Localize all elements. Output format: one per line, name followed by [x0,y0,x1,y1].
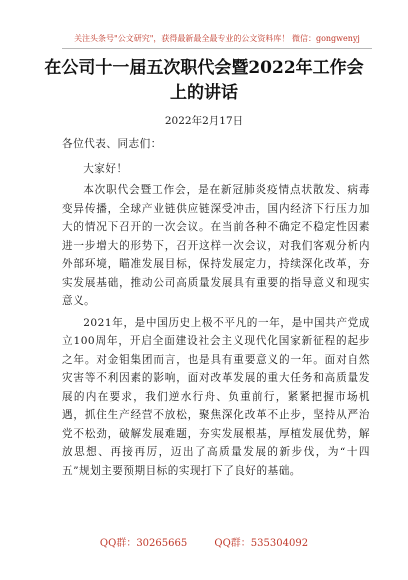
header-banner: 关注头条号"公文研究"，获得最新最全最专业的公文资料库！ 微信：gongwenyj [62,33,372,49]
footer-qq-group-2: QQ群：535304092 [214,538,309,549]
salutation: 各位代表、同志们： [62,138,162,150]
document-date: 2022年2月17日 [164,115,244,127]
document-body [62,135,370,483]
paragraph-2: 2021年，是中国历史上极不平凡的一年，是中国共产党成立100周年，开启全面建设社会主义现代化国家新征程的起步之年。对金钼集团而言，也是具有重要意义的一年。面对自然灾害等不利因素的影响，面对改革发展的重大任务和高质量发展的内在要求，我们逆水行舟、负重前行，紧紧把握市场机遇，抓住生产经营不放松，聚焦深化改革不止步，坚持从严治党不松劲，破解发展难题，夯实发展根基，厚植发展优势，解放思想、再接再厉，迈出了高质量发展的新步伐，为“十四五”规划主要预期目标的实现打下了良好的基础。 [62,316,370,477]
paragraph-1: 本次职代会暨工作会，是在新冠肺炎疫情点状散发、病毒变异传播，全球产业链供应链深受冲击，国内经济下行压力加大的情况下召开的一次会议。在当前各种不确定不稳定性因素进一步增大的形势下，召开这样一次会议，对我们客观分析内外部环境，瞄准发展目标，保持发展定力，持续深化改革，夯实发展基础，推动公司高质量发展具有重要的指导意义和现实意义。 [62,184,370,307]
document-title: 在公司十一届五次职代会暨2022年工作会上的讲话 [44,58,364,103]
footer [0,534,408,549]
footer-qq-group-1: QQ群：30265665 [99,538,188,549]
greeting: 大家好！ [83,162,128,175]
